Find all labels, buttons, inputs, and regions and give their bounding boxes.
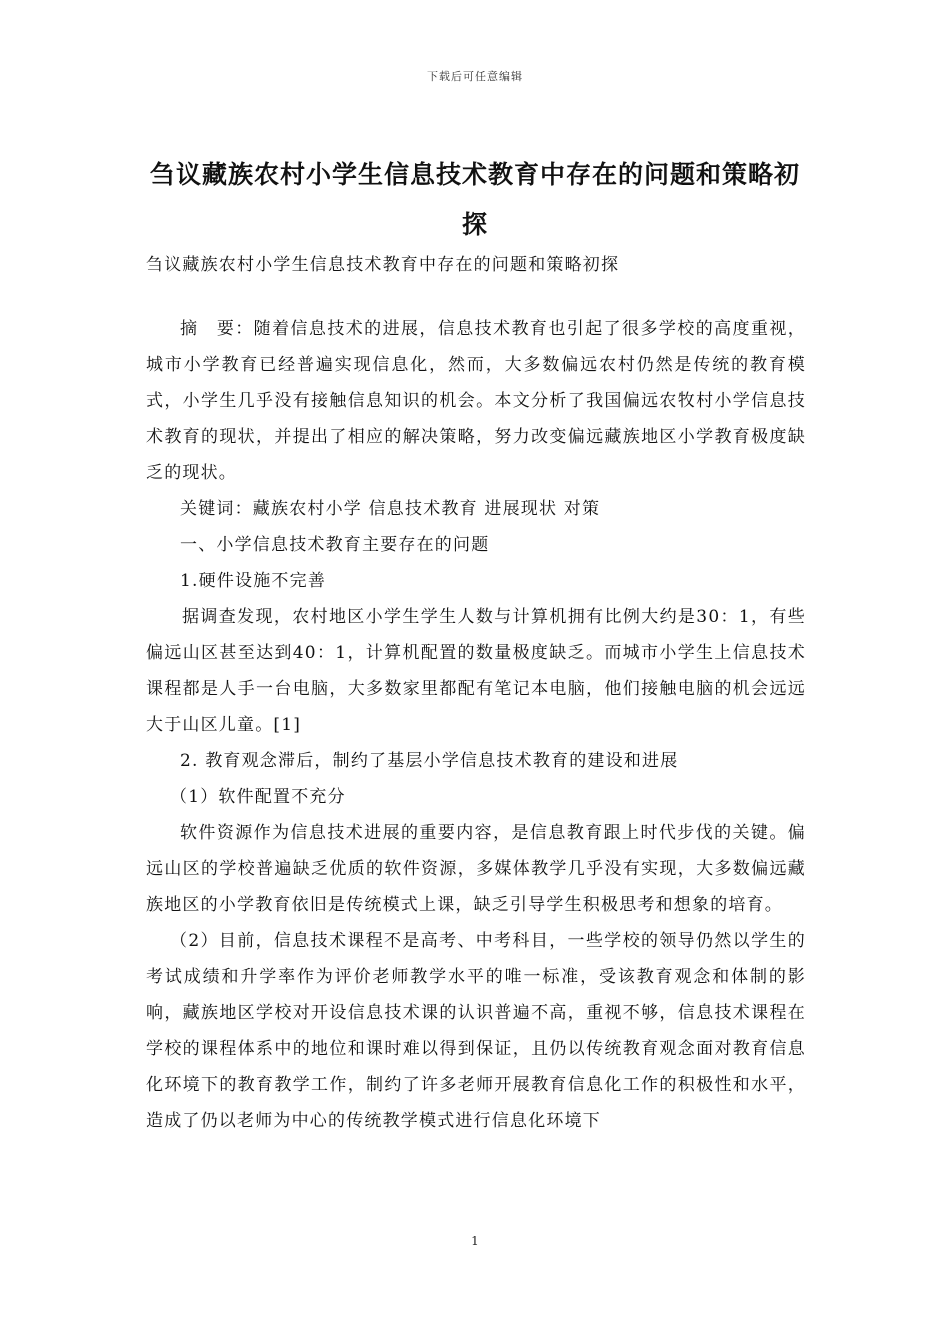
- document-title: 刍议藏族农村小学生信息技术教育中存在的问题和策略初探: [149, 160, 800, 239]
- document-body: [146, 247, 806, 1139]
- body-paragraph-3: （2）目前，信息技术课程不是高考、中考科目，一些学校的领导仍然以学生的考试成绩和升学率作为评价老师教学水平的唯一标准，受该教育观念和体制的影响，藏族地区学校对开设信息技术课的认识普遍不高，重视不够，信息技术课程在学校的课程体系中的地位和课时难以得到保证，且仍以传统教育观念面对教育信息化环境下的教育教学工作，制约了许多老师开展教育信息化工作的积极性和水平，造成了仍以老师为中心的传统教学模式进行信息化环境下: [146, 931, 806, 1131]
- subtitle: 刍议藏族农村小学生信息技术教育中存在的问题和策略初探: [146, 255, 620, 275]
- subsection-heading-2-1: （1）软件配置不充分: [170, 787, 346, 807]
- header-note: 下载后可任意编辑: [427, 70, 523, 83]
- subsection-heading-2: 2. 教育观念滞后，制约了基层小学信息技术教育的建设和进展: [180, 751, 679, 771]
- subsection-heading-1: 1.硬件设施不完善: [180, 571, 327, 591]
- keywords-line: 关键词：藏族农村小学 信息技术教育 进展现状 对策: [180, 499, 601, 519]
- body-paragraph-2: 软件资源作为信息技术进展的重要内容，是信息教育跟上时代步伐的关键。偏远山区的学校普遍缺乏优质的软件资源，多媒体教学几乎没有实现，大多数偏远藏族地区的小学教育依旧是传统模式上课，缺乏引导学生积极思考和想象的培育。: [146, 823, 806, 915]
- body-paragraph-1: 据调查发现，农村地区小学生学生人数与计算机拥有比例大约是30：1，有些偏远山区甚至达到40：1，计算机配置的数量极度缺乏。而城市小学生上信息技术课程都是人手一台电脑，大多数家里都配有笔记本电脑，他们接触电脑的机会远远大于山区儿童。[1]: [146, 607, 806, 735]
- abstract-paragraph: 摘 要：随着信息技术的进展，信息技术教育也引起了很多学校的高度重视，城市小学教育已经普遍实现信息化，然而，大多数偏远农村仍然是传统的教育模式，小学生几乎没有接触信息知识的机会。本文分析了我国偏远农牧村小学信息技术教育的现状，并提出了相应的解决策略，努力改变偏远藏族地区小学教育极度缺乏的现状。: [146, 319, 806, 483]
- section-heading-1: 一、小学信息技术教育主要存在的问题: [180, 535, 490, 555]
- page-number: 1: [471, 1234, 479, 1248]
